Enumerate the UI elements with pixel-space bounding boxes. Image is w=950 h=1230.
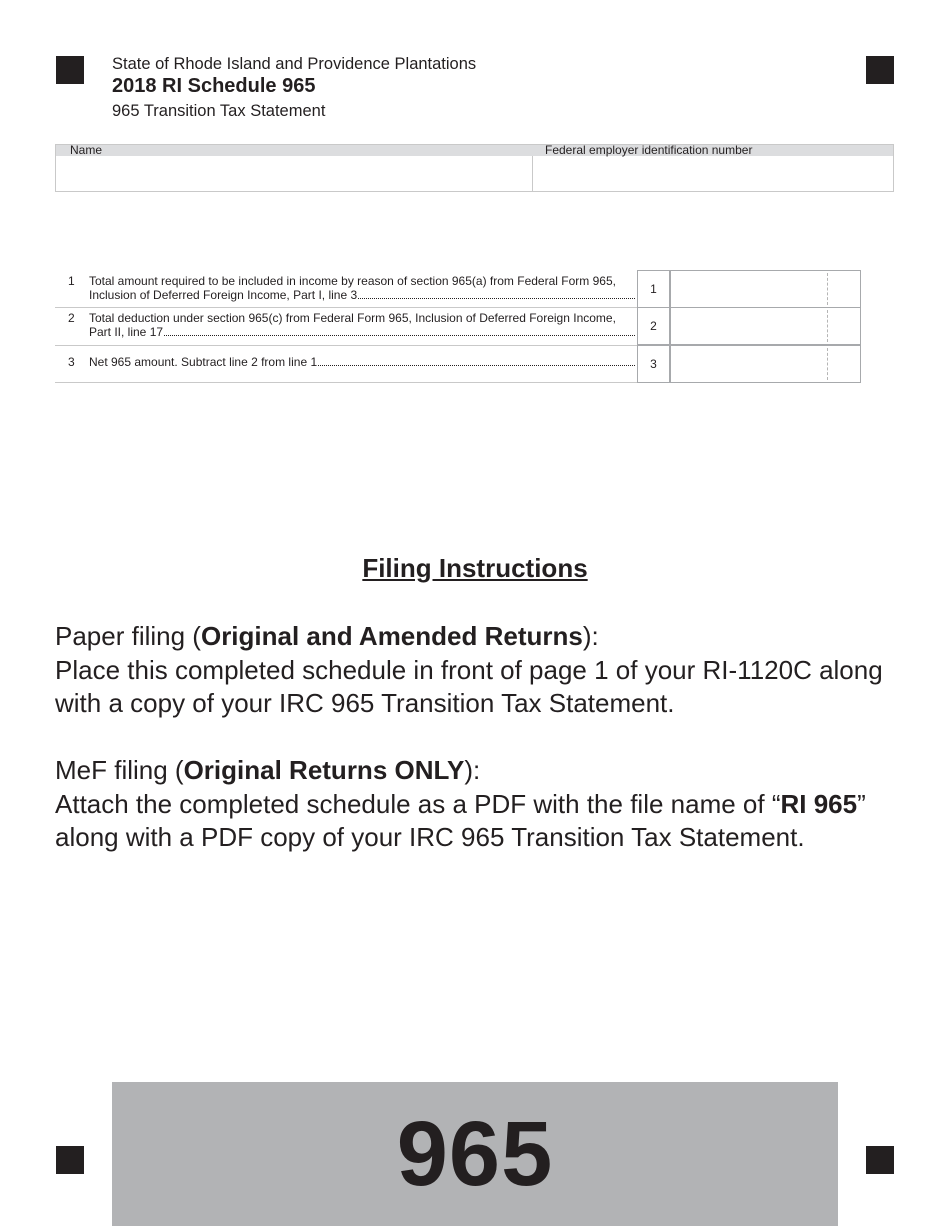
line-number: 3 (68, 355, 75, 369)
state-name: State of Rhode Island and Providence Plantations (112, 55, 477, 73)
computation-lines (55, 270, 861, 383)
fein-label: Federal employer identification number (545, 143, 753, 157)
form-number-banner (112, 1082, 838, 1226)
filing-instructions-title: Filing Instructions (362, 553, 588, 583)
line-2-amount-field[interactable] (670, 307, 861, 345)
line-description (89, 355, 635, 369)
line-description (89, 274, 635, 302)
form-number: 965 (396, 1102, 554, 1205)
paper-filing-heading: Paper filing (Original and Amended Returns): (55, 621, 599, 651)
id-label-bar (56, 145, 893, 156)
line-text-2: Part II, line 17 (89, 325, 635, 339)
registration-mark-bottom-left (56, 1146, 84, 1174)
line-description (89, 311, 635, 339)
line-text-1: Total deduction under section 965(c) from Federal Form 965, Inclusion of Deferred Foreign Income, (89, 311, 616, 325)
line-number: 2 (68, 311, 75, 325)
paper-filing-instructions (55, 620, 895, 721)
line-1-box-number: 1 (637, 270, 670, 308)
line-number: 1 (68, 274, 75, 288)
mef-filing-instructions (55, 754, 895, 855)
registration-mark-bottom-right (866, 1146, 894, 1174)
line-3-amount-field[interactable] (670, 345, 861, 383)
line-1-amount-field[interactable] (670, 270, 861, 308)
taxpayer-id-box (55, 144, 894, 192)
mef-filing-body: Attach the completed schedule as a PDF with the file name of “RI 965” along with a PDF copy of your IRC 965 Transition Tax Statement. (55, 788, 866, 852)
form-title: 2018 RI Schedule 965 (112, 75, 316, 97)
line-text-1: Total amount required to be included in income by reason of section 965(a) from Federal Form 965, (89, 274, 616, 288)
mef-filing-heading: MeF filing (Original Returns ONLY): (55, 755, 481, 785)
registration-mark-top-right (866, 56, 894, 84)
name-label: Name (70, 143, 103, 157)
form-subtitle: 965 Transition Tax Statement (112, 102, 326, 120)
fein-field[interactable] (533, 156, 893, 192)
line-2-box-number: 2 (637, 307, 670, 345)
registration-mark-top-left (56, 56, 84, 84)
line-3-box-number: 3 (637, 345, 670, 383)
name-field[interactable] (56, 156, 532, 192)
line-text-2: Inclusion of Deferred Foreign Income, Part I, line 3 (89, 288, 635, 302)
line-text-1: Net 965 amount. Subtract line 2 from line 1 (89, 355, 635, 369)
paper-filing-body: Place this completed schedule in front of page 1 of your RI-1120C along with a copy of your IRC 965 Transition Tax Statement. (55, 654, 883, 718)
